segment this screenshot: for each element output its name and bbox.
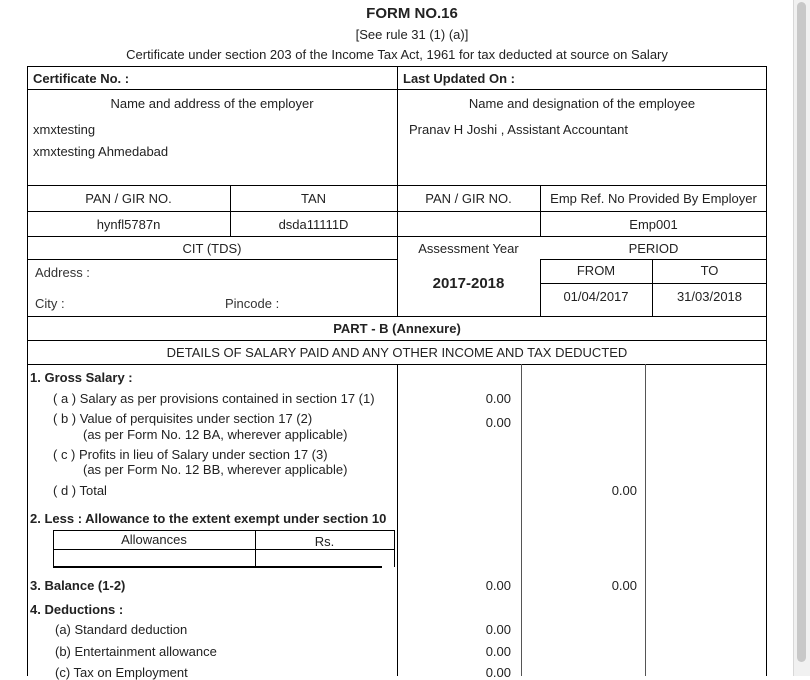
employer-heading: Name and address of the employer (110, 96, 314, 111)
entertainment-allowance-label: (b) Entertainment allowance (55, 644, 217, 659)
gross-salary-title: 1. Gross Salary : (30, 370, 133, 385)
pan-gir-label: PAN / GIR NO. (85, 191, 172, 206)
cit-pincode-label: Pincode : (225, 296, 280, 311)
cit-city-label: City : (35, 296, 65, 311)
entertainment-allowance-value: 0.00 (485, 644, 511, 659)
last-updated-label: Last Updated On : (403, 71, 515, 86)
period-from-value: 01/04/2017 (563, 289, 629, 304)
scrollbar-thumb[interactable] (797, 2, 806, 662)
gross-salary-c-sub: (as per Form No. 12 BB, wherever applicable) (83, 462, 348, 477)
assessment-year-value: 2017-2018 (432, 275, 505, 292)
allowance-table-header-rule (53, 549, 394, 550)
form-rule: [See rule 31 (1) (a)] (355, 27, 469, 42)
gross-salary-a-label: ( a ) Salary as per provisions contained in section 17 (1) (53, 391, 375, 406)
employer-pan-value: hynfl5787n (96, 217, 161, 232)
vertical-scrollbar[interactable] (793, 0, 810, 676)
annex-col-3 (645, 364, 646, 676)
gross-salary-d-label: ( d ) Total (53, 483, 107, 498)
gross-salary-a-value: 0.00 (485, 391, 511, 406)
gross-salary-c-label: ( c ) Profits in lieu of Salary under section 17 (3) (53, 447, 328, 462)
period-to-label: TO (700, 263, 719, 278)
divider-employer-employee (397, 66, 398, 186)
gross-salary-b-sub: (as per Form No. 12 BA, wherever applicable) (83, 427, 348, 442)
rule-period-head (540, 259, 767, 260)
assessment-year-label: Assessment Year (418, 241, 519, 256)
employee-name-designation: Pranav H Joshi , Assistant Accountant (409, 122, 628, 137)
employer-name: xmxtesting (33, 122, 96, 137)
employer-address: xmxtesting Ahmedabad (33, 144, 169, 159)
tan-value: dsda11111D (278, 217, 349, 232)
employee-pan-gir-label: PAN / GIR NO. (425, 191, 512, 206)
part-b-title: PART - B (Annexure) (333, 321, 461, 336)
salary-details-heading: DETAILS OF SALARY PAID AND ANY OTHER INCOME AND TAX DEDUCTED (166, 345, 628, 360)
allowance-title: 2. Less : Allowance to the extent exempt under section 10 (30, 511, 387, 526)
balance-label: 3. Balance (1-2) (30, 578, 126, 593)
allowance-table-right (394, 530, 395, 567)
annex-col-2 (521, 364, 522, 676)
period-label: PERIOD (628, 241, 679, 256)
tax-on-employment-label: (c) Tax on Employment (55, 665, 188, 680)
outer-right-border (766, 66, 767, 676)
form-title: FORM NO.16 (366, 5, 458, 22)
balance-value-2: 0.00 (611, 578, 637, 593)
deductions-title: 4. Deductions : (30, 602, 124, 617)
allowance-table-bottom (53, 566, 382, 568)
outer-left-border (27, 66, 28, 676)
standard-deduction-value: 0.00 (485, 622, 511, 637)
rule-cit-head (27, 259, 397, 260)
gross-salary-b-label: ( b ) Value of perquisites under section 17 (2) (53, 411, 313, 426)
allowances-column-header: Allowances (121, 532, 187, 547)
emp-ref-label: Emp Ref. No Provided By Employer (550, 191, 757, 206)
period-from-label: FROM (576, 263, 616, 278)
tax-on-employment-value: 0.00 (485, 665, 511, 680)
rule-from-to (540, 283, 767, 284)
rule-cit-bottom (27, 316, 767, 317)
emp-ref-value: Emp001 (629, 217, 678, 232)
employee-heading: Name and designation of the employee (468, 96, 696, 111)
balance-value-1: 0.00 (485, 578, 511, 593)
form-subtitle: Certificate under section 203 of the Income Tax Act, 1961 for tax deducted at source on Salary (126, 47, 668, 62)
annex-col-1 (397, 364, 398, 676)
allowance-table-top (53, 530, 394, 531)
standard-deduction-label: (a) Standard deduction (55, 622, 188, 637)
gross-salary-d-value: 0.00 (611, 483, 637, 498)
rs-column-header: Rs. (314, 534, 335, 549)
certificate-no-label: Certificate No. : (33, 71, 130, 86)
cit-address-label: Address : (35, 265, 90, 280)
gross-salary-b-value: 0.00 (485, 415, 511, 430)
cit-tds-label: CIT (TDS) (182, 241, 242, 256)
tan-label: TAN (300, 191, 327, 206)
period-to-value: 31/03/2018 (676, 289, 743, 304)
rule-part-b (27, 340, 767, 341)
